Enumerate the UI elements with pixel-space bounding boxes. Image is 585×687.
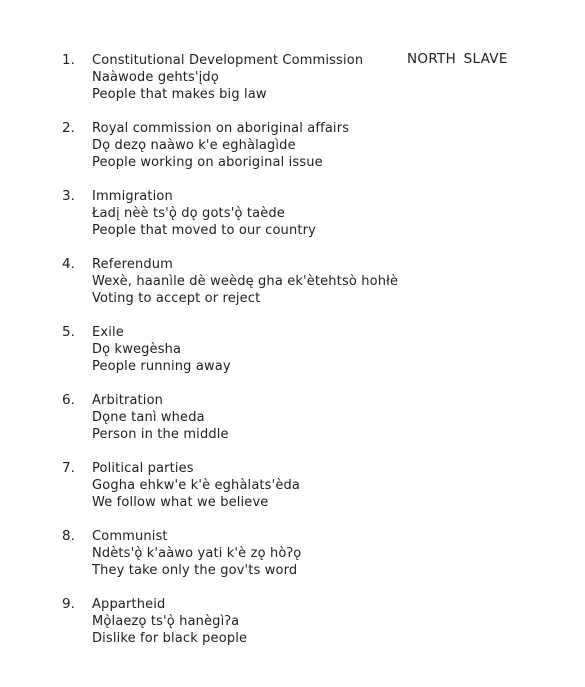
term-translation: Ndèts'ǫ̀ k'aàwo yati k'è zǫ hòʔǫ <box>92 546 302 561</box>
term-gloss: People that makes big law <box>92 87 267 102</box>
item-number: 8. <box>62 528 75 544</box>
list-item <box>62 256 522 324</box>
term-english: Arbitration <box>92 393 164 408</box>
item-number: 3. <box>62 188 75 204</box>
item-number: 9. <box>62 596 75 612</box>
term-english: Immigration <box>92 189 173 204</box>
list-item <box>62 596 522 664</box>
item-number: 2. <box>62 120 75 136</box>
term-gloss: People working on aboriginal issue <box>92 155 323 170</box>
term-translation: Dǫ kwegèsha <box>92 342 182 357</box>
item-number: 7. <box>62 460 75 476</box>
term-english: Appartheid <box>92 597 166 612</box>
list-item <box>62 528 522 596</box>
term-gloss: Voting to accept or reject <box>92 291 261 306</box>
list-item <box>62 460 522 528</box>
item-number: 1. <box>62 52 75 68</box>
term-english: Communist <box>92 529 168 544</box>
term-translation: Dǫ dezǫ naàwo k'e eghàlagìde <box>92 138 296 153</box>
item-number: 6. <box>62 392 75 408</box>
term-gloss: Dislike for black people <box>92 631 248 646</box>
term-gloss: We follow what we believe <box>92 495 269 510</box>
item-number: 5. <box>62 324 75 340</box>
language-heading: NORTH SLAVE <box>407 51 508 67</box>
term-gloss: People that moved to our country <box>92 223 316 238</box>
term-english: Royal commission on aboriginal affairs <box>92 121 350 136</box>
term-translation: Naàwode gehts'įdǫ <box>92 70 219 85</box>
term-english: Referendum <box>92 257 173 272</box>
term-list <box>62 52 522 664</box>
term-english: Constitutional Development Commission <box>92 53 364 68</box>
term-translation: Ładį nèè ts'ǫ̀ dǫ gots'ǫ̀ taède <box>92 206 285 221</box>
term-english: Political parties <box>92 461 194 476</box>
term-translation: Wexè, haanìle dè weèdę gha ek'ètehtsò hohłè <box>92 274 399 289</box>
term-translation: Mǫ̀laezǫ ts'ǫ̀ hanègìʔa <box>92 614 240 629</box>
term-english: Exile <box>92 325 124 340</box>
term-gloss: Person in the middle <box>92 427 229 442</box>
term-gloss: People running away <box>92 359 231 374</box>
list-item <box>62 52 522 120</box>
term-translation: Gogha ehkw'e k'è eghàlats'èda <box>92 478 300 493</box>
list-item <box>62 324 522 392</box>
term-gloss: They take only the gov'ts word <box>92 563 298 578</box>
list-item <box>62 392 522 460</box>
term-translation: Dǫne tanì wheda <box>92 410 205 425</box>
item-number: 4. <box>62 256 75 272</box>
list-item <box>62 188 522 256</box>
list-item <box>62 120 522 188</box>
